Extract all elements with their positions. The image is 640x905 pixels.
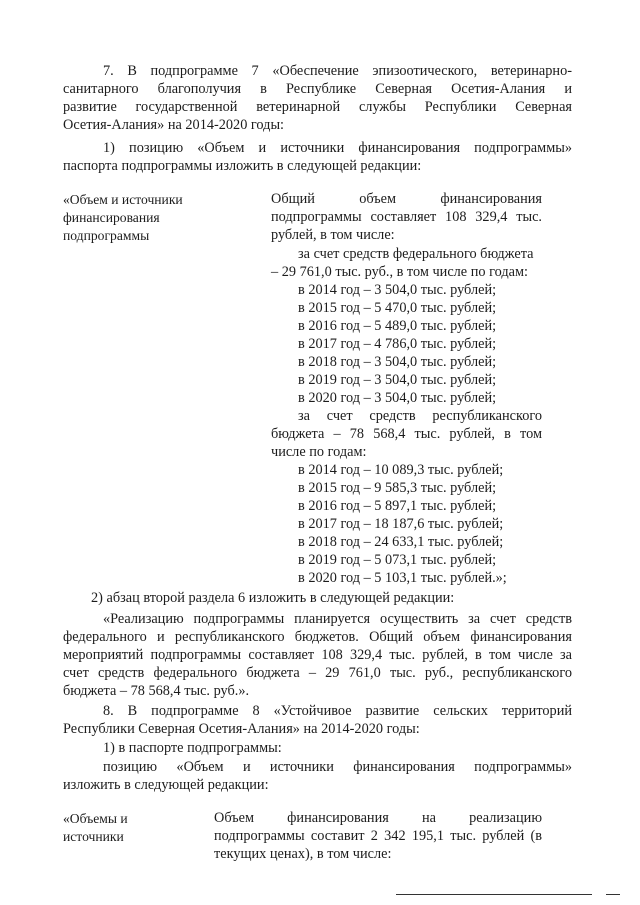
- item7-line-4: Осетия-Алания» на 2014-2020 годы:: [63, 117, 285, 133]
- quote-line-5: бюджета – 78 568,4 тыс. руб.».: [63, 683, 250, 699]
- item7-sub1-line-1: 1) позицию «Объем и источники финансирования подпрограммы»: [103, 140, 572, 156]
- table1-republic-line-2: бюджета – 78 568,4 тыс. рублей, в том: [271, 426, 542, 442]
- federal-year-item: в 2015 год – 5 470,0 тыс. рублей;: [298, 300, 497, 316]
- footer-mark: [606, 894, 620, 895]
- table1-republic-line-3: числе по годам:: [271, 444, 367, 460]
- table1-intro-line-1: Общий объем финансирования: [271, 191, 542, 207]
- item7-line-1: 7. В подпрограмме 7 «Обеспечение эпизоотического, ветеринарно-: [103, 63, 572, 79]
- item7-sub2-line-1: 2) абзац второй раздела 6 изложить в следующей редакции:: [91, 590, 455, 606]
- table2-right-line-3: текущих ценах), в том числе:: [214, 846, 392, 862]
- item7-sub1-line-2: паспорта подпрограммы изложить в следующей редакции:: [63, 158, 422, 174]
- table1-intro-line-3: рублей, в том числе:: [271, 227, 395, 243]
- table1-left-line-2: финансирования: [63, 210, 160, 225]
- item7-line-2: санитарного благополучия в Республике Северная Осетия-Алания и: [63, 81, 572, 97]
- item8-position-line-1: позицию «Объем и источники финансирования подпрограммы»: [103, 759, 572, 775]
- table1-federal-line-1: за счет средств федерального бюджета: [298, 246, 534, 262]
- table1-republic-line-1: за счет средств республиканского: [298, 408, 542, 424]
- federal-year-item: в 2018 год – 3 504,0 тыс. рублей;: [298, 354, 497, 370]
- table2-left-line-2: источники: [63, 829, 124, 844]
- table1-left-line-1: «Объем и источники: [63, 192, 183, 207]
- republic-year-item: в 2016 год – 5 897,1 тыс. рублей;: [298, 498, 497, 514]
- item8-position-line-2: изложить в следующей редакции:: [63, 777, 269, 793]
- republic-year-item: в 2020 год – 5 103,1 тыс. рублей.»;: [298, 570, 507, 586]
- republic-year-item: в 2018 год – 24 633,1 тыс. рублей;: [298, 534, 504, 550]
- table2-right-line-1: Объем финансирования на реализацию: [214, 810, 542, 826]
- republic-year-item: в 2015 год – 9 585,3 тыс. рублей;: [298, 480, 497, 496]
- federal-year-item: в 2020 год – 3 504,0 тыс. рублей;: [298, 390, 497, 406]
- item8-line-1: 8. В подпрограмме 8 «Устойчивое развитие сельских территорий: [103, 703, 572, 719]
- table1-left-line-3: подпрограммы: [63, 228, 150, 243]
- quote-line-3: мероприятий подпрограммы составляет 108 329,4 тыс. рублей, в том числе за: [63, 647, 572, 663]
- item8-line-2: Республики Северная Осетия-Алания» на 2014-2020 годы:: [63, 721, 420, 737]
- federal-year-item: в 2016 год – 5 489,0 тыс. рублей;: [298, 318, 497, 334]
- quote-line-2: федерального и республиканского бюджетов. Общий объем финансирования: [63, 629, 572, 645]
- federal-year-item: в 2019 год – 3 504,0 тыс. рублей;: [298, 372, 497, 388]
- footer-rule: [396, 894, 592, 895]
- quote-line-4: счет средств федерального бюджета – 29 761,0 тыс. руб., республиканского: [63, 665, 572, 681]
- table2-right-line-2: подпрограммы составит 2 342 195,1 тыс. рублей (в: [214, 828, 542, 844]
- federal-year-item: в 2014 год – 3 504,0 тыс. рублей;: [298, 282, 497, 298]
- republic-year-item: в 2017 год – 18 187,6 тыс. рублей;: [298, 516, 504, 532]
- table1-federal-line-2: – 29 761,0 тыс. руб., в том числе по годам:: [271, 264, 528, 280]
- federal-year-item: в 2017 год – 4 786,0 тыс. рублей;: [298, 336, 497, 352]
- table2-left-line-1: «Объемы и: [63, 811, 128, 826]
- republic-year-item: в 2019 год – 5 073,1 тыс. рублей;: [298, 552, 497, 568]
- republic-year-item: в 2014 год – 10 089,3 тыс. рублей;: [298, 462, 504, 478]
- quote-line-1: «Реализацию подпрограммы планируется осуществить за счет средств: [103, 611, 572, 627]
- item8-sub1: 1) в паспорте подпрограммы:: [103, 740, 282, 756]
- item7-line-3: развитие государственной ветеринарной службы Республики Северная: [63, 99, 572, 115]
- table1-intro-line-2: подпрограммы составляет 108 329,4 тыс.: [271, 209, 542, 225]
